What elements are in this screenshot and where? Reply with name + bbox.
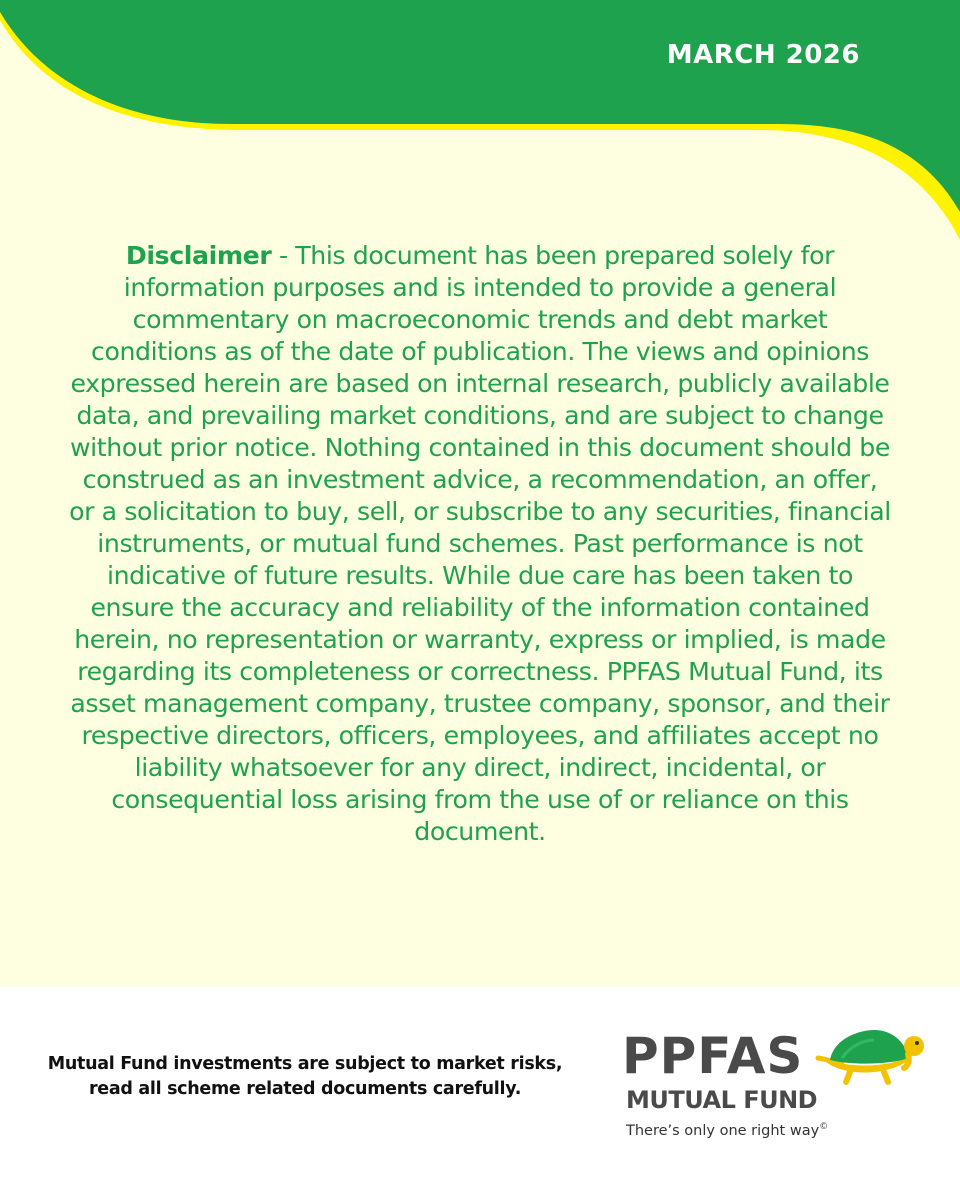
turtle-icon	[814, 1028, 926, 1086]
brand-tagline: There’s only one right way©	[626, 1122, 829, 1139]
publication-date: MARCH 2026	[666, 40, 860, 70]
brand-name: PPFAS	[622, 1027, 804, 1085]
brand-subtitle: MUTUAL FUND	[626, 1086, 818, 1114]
risk-warning-line-2: read all scheme related documents carefully.	[88, 1079, 522, 1099]
header-wave	[0, 0, 960, 240]
copyright-mark: ©	[819, 1122, 829, 1132]
disclaimer-label: Disclaimer	[125, 241, 272, 270]
risk-warning-line-1: Mutual Fund investments are subject to market risks,	[47, 1054, 563, 1074]
risk-warning	[30, 1052, 580, 1102]
ppfas-logo	[622, 1028, 942, 1140]
disclaimer-text: - This document has been prepared solely for information purposes and is intended to provide a general commentary on macroeconomic trends and debt market conditions as of the date of publication. The views and opinions expressed herein are based on internal research, publicly available data, and prevailing market conditions, and are subject to change without prior notice. Nothing contained in this document should be construed as an investment advice, a recommendation, an offer, or a solicitation to buy, sell, or subscribe to any securities, financial instruments, or mutual fund schemes. Past performance is not indicative of future results. While due care has been taken to ensure the accuracy and reliability of the information contained herein, no representation or warranty, express or implied, is made regarding its completeness or correctness. PPFAS Mutual Fund, its asset management company, trustee company, sponsor, and their respective directors, officers, employees, and affiliates accept no liability whatsoever for any direct, indirect, incidental, or consequential loss arising from the use of or reliance on this document.	[69, 241, 891, 846]
disclaimer-paragraph	[68, 240, 892, 848]
